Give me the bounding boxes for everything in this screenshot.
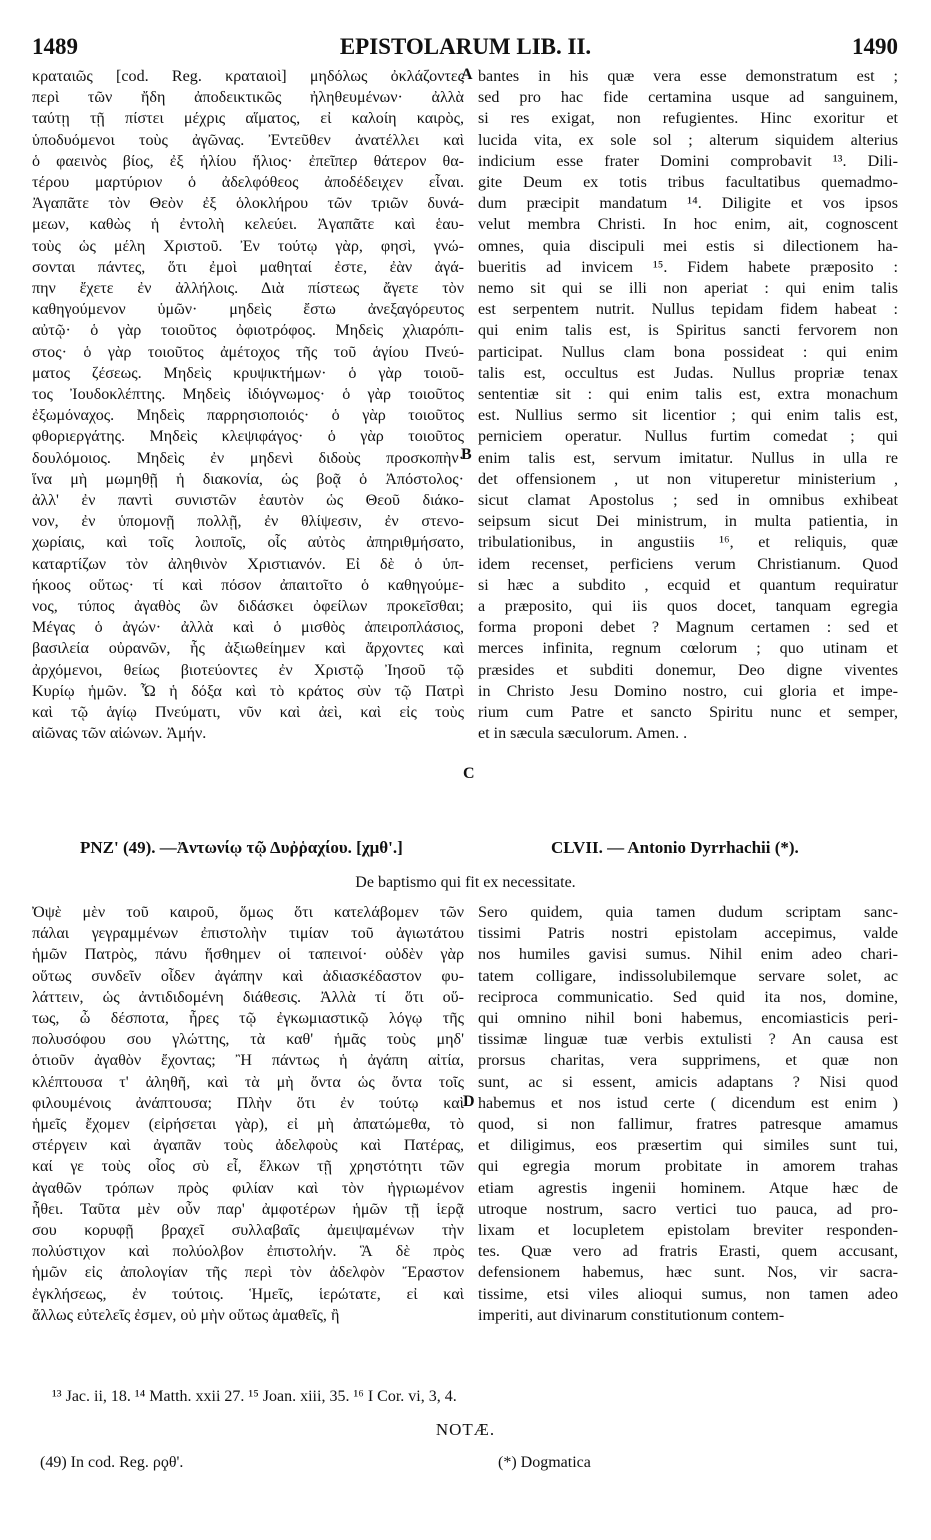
text-line: etiam agrestis ingenii hominem. Atque hæc de xyxy=(478,1179,898,1197)
text-line: tatem colligare, indissolubilemque servare solet, ac xyxy=(478,967,898,985)
text-line: καί γε τοὺς οἷος σὺ εἶ, ἕλκων τῇ χρηστότητι τῶν xyxy=(32,1158,464,1176)
text-line: πην ἔχετε ἐν ἀλλήλοις. Διὰ πίστεως ἄγετε τὸν xyxy=(32,280,464,298)
text-line: κλέπτουσα τ' ἀληθῆ, καὶ τὰ μὴ ὄντα ὡς ὄντα τοῖς xyxy=(32,1073,464,1091)
text-line: κραταιῶς [cod. Reg. κραταιοὶ] μηδόλως ὀκλάζοντες xyxy=(32,68,464,85)
text-line: tribulationibus, in angustiis ¹⁶, et reliquis, quæ xyxy=(478,534,898,552)
text-line: νος, τύπος ἀγαθὸς ὢν διδάσκει ὀφείλων προκεῖσθαι; xyxy=(32,598,464,616)
text-line: καταρτίζων τὸν ἀληθινὸν Χριστιανόν. Εἰ δὲ ὁ ὑπ- xyxy=(32,555,464,573)
text-line: qui enim talis est, is Spiritus sancti fervorem non xyxy=(478,322,898,340)
text-line: φιλουμένοις ἀνάπτουσα; Πλὴν ὅτι ἐν τούτῳ καὶ xyxy=(32,1094,464,1112)
text-line: ἵνα μὴ μωμηθῇ ἡ διακονία, ὡς βοᾷ ὁ Ἀπόστολος· xyxy=(32,470,464,488)
margin-letter-b: B xyxy=(461,446,472,463)
text-line: imperiti, aut divinarum constitutionum contem- xyxy=(478,1306,785,1324)
latin-column-top xyxy=(478,66,898,745)
text-line: στος· ὁ γὰρ τοιοῦτος ἀμέτοχος τῆς τοῦ ἁγίου Πνεύ- xyxy=(32,343,464,361)
text-line: tissime, etsi viles alioqui sumus, non tamen adeo xyxy=(478,1285,898,1303)
text-line: ὑποδυόμενοι τοὺς ἀγῶνας. Ἐντεῦθεν ἀνατέλλει καὶ xyxy=(32,131,464,149)
text-line: πάλαι γεγραμμένων ἐπιστολὴν τιμίαν τοῦ ἀγιωτάτου xyxy=(32,925,464,943)
text-line: perniciem operatur. Nullus furtim comedat ; qui xyxy=(478,428,898,446)
text-line: bantes in his quæ vera esse demonstratum est ; xyxy=(478,68,898,85)
text-line: ἀγαθῶν τρόπων πρὸς φιλίαν καὶ τὸν ἠγριωμένον xyxy=(32,1179,464,1197)
text-line: ἄλλως εὐτελεῖς ἐσμεν, οὐ μὴν οὕτως ἀμαθεῖς, ἢ xyxy=(32,1306,340,1324)
greek-column-bottom xyxy=(32,902,464,1326)
text-line: rium cum Patre et sancto Spiritu nunc et semper, xyxy=(478,704,898,722)
text-line: est serpentem nutrit. Nullus tepidam fidem habeat : xyxy=(478,301,898,319)
text-line: enim talis est, servum imitatur. Nullus in ulla re xyxy=(478,449,898,467)
text-line: habemus et nos istud certe ( dicendum est enim ) xyxy=(478,1094,898,1112)
text-line: ἦθει. Ταῦτα μὲν οὖν παρ' ἀμφοτέρων ἡμῶν τῇ ἱερᾷ xyxy=(32,1200,464,1218)
text-line: δουλόμοιος. Μηδεὶς ἐν μηδενὶ διδοὺς προσκοπὴν· xyxy=(32,449,464,467)
text-line: πολύστιχον καὶ πολύολβον ἐπιστολήν. Ἃ δὲ πρὸς xyxy=(32,1243,464,1261)
text-line: et in sæcula sæculorum. Amen. . xyxy=(478,725,688,743)
text-line: tissimæ linguæ tuæ verbis extulisti ? An causa est xyxy=(478,1031,898,1049)
text-line: utroque nostrum, sacro vertici tuo pauca, ad pro- xyxy=(478,1200,898,1218)
text-line: Κυρίῳ ἡμῶν. Ὧ ἡ δόξα καὶ τὸ κράτος σὺν τῷ Πατρὶ xyxy=(32,682,464,700)
text-line: seipsum sicut Dei ministrum, in multa patientia, in xyxy=(478,513,898,531)
text-line: nemo sit qui se illi non aperiat : qui enim talis xyxy=(478,280,898,298)
text-line: Ὀψὲ μὲν τοῦ καιροῦ, ὅμως ὅτι κατελάβομεν τῶν xyxy=(32,904,464,921)
text-line: πολυσόφου σου γλώττης, τὰ καθ' ἡμᾶς τοὺς μηδ' xyxy=(32,1031,464,1049)
text-line: et diligimus, eos præsertim qui similes sunt tui, xyxy=(478,1137,898,1155)
text-line: λάττειν, ὡς ἀντιδιδομένη διάθεσις. Ἀλλὰ τί ὅτι οὕ- xyxy=(32,988,464,1006)
greek-column-top xyxy=(32,66,464,745)
text-line: merces infinita, regnum cœlorum ; quo utinam et xyxy=(478,640,898,658)
running-header xyxy=(0,34,931,64)
text-line: Μέγας ὁ ἀγών· ἀλλὰ καὶ ὁ μισθὸς ἀπειροπλάσιος, xyxy=(32,619,464,637)
text-line: qui egregia morum probitate in amorem trahas xyxy=(478,1158,898,1176)
text-line: ήκοος οὕτως· τί καὶ πόσον ἀπαιτοῖτο ὁ καθηγούμε- xyxy=(32,576,464,594)
text-line: ἀλλ' ἐν παντὶ συνιστῶν ἑαυτὸν ὡς Θεοῦ διάκο- xyxy=(32,492,464,510)
footnote-left: (49) In cod. Reg. ρϙθ'. xyxy=(40,1454,184,1471)
text-line: ὁτιοῦν ἀγαθὸν ἔχοντας; Ἢ πάντως ἡ ἀγάπη αἰτία, xyxy=(32,1052,464,1070)
scripture-references: ¹³ Jac. ii, 18. ¹⁴ Matth. xxii 27. ¹⁵ Joan. xiii, 35. ¹⁶ I Cor. vi, 3, 4. xyxy=(52,1388,457,1405)
text-line: στέργειν καὶ ἀγαπᾶν τοὺς ἀδελφοὺς καὶ Πατέρας, xyxy=(32,1137,464,1155)
running-title: EPISTOLARUM LIB. II. xyxy=(339,34,592,59)
text-line: si hæc a subdito , ecquid et quantum requiratur xyxy=(478,576,898,594)
text-line: Sero quidem, quia tamen dudum scriptam sanc- xyxy=(478,904,898,921)
text-line: det offensionem , ut non vituperetur ministerium , xyxy=(478,470,898,488)
text-line: τοὺς ὡς μέλη Χριστοῦ. Ἐν τούτῳ γὰρ, φησὶ, γνώ- xyxy=(32,237,464,255)
text-line: ἡμεῖς ἔχομεν (εἰρήσεται γὰρ), εἰ μὴ ἀπατώμεθα, τὸ xyxy=(32,1116,464,1134)
text-line: forma proponi debet ? Magnum certamen : sed et xyxy=(478,619,898,637)
text-line: ἐγκλήσεως, ἐν τούτοις. Ἡμεῖς, ἱερώτατε, εἰ καὶ xyxy=(32,1285,464,1303)
margin-letter-a: A xyxy=(461,66,473,83)
text-line: σου κορυφῇ βραχεῖ συλλαβαῖς ἀμειψαμένων τὴν xyxy=(32,1222,464,1240)
text-line: αὐτῷ· ὁ γὰρ τοιοῦτος ὀφιοτρόφος. Μηδεὶς χλιαρόπι- xyxy=(32,322,464,340)
text-line: indicium esse frater Domini comprobavit ¹³. Dili- xyxy=(478,152,898,170)
text-line: οὕτως συνδεῖν οἶδεν ἀγάπην καὶ ἀδιασκέδαστον φυ- xyxy=(32,967,464,985)
text-line: dum præcipit mandatum ¹⁴. Diligite et vos ipsos xyxy=(478,195,898,213)
text-line: Ἀγαπᾶτε τὸν Θεὸν ἐξ ὁλοκλήρου τῶν τριῶν δυνά- xyxy=(32,195,464,213)
text-line: tes. Quæ vero ad fratris Erasti, quem accusant, xyxy=(478,1243,898,1261)
greek-letter-heading: PNZ' (49). —Ἀντωνίῳ τῷ Δυῤῥαχίου. [χμθ'.] xyxy=(80,838,403,857)
text-line: a præposito, qui iis quos docet, tanquam egregia xyxy=(478,598,898,616)
text-line: χωρίαις, καὶ τοῖς λοιποῖς, οἷς αὐτὸς ἀπηριθμήσατο, xyxy=(32,534,464,552)
latin-column-bottom xyxy=(478,902,898,1326)
text-line: præsides et subditi donemur, Deo digne viventes xyxy=(478,661,898,679)
text-line: αἰῶνας τῶν αἰώνων. Ἀμήν. xyxy=(32,725,207,743)
text-line: καὶ τῷ ἁγίῳ Πνεύματι, νῦν καὶ ἀεὶ, καὶ εἰς τοὺς xyxy=(32,704,464,722)
text-line: βασιλεία οὐρανῶν, ἧς ἀξιωθείημεν καὶ ἄρχοντες καὶ xyxy=(32,640,464,658)
text-line: ὁ φαεινὸς βίος, ἐξ ἡλίου ἥλιος· ἐπεῖπερ θάτερον θα- xyxy=(32,152,464,170)
text-line: participat. Nullus clam bona possideat : qui enim xyxy=(478,343,898,361)
text-line: sed pro hac fide certamina usque ad sanguinem, xyxy=(478,89,898,107)
text-line: ματος ζέσεως. Μηδεὶς κρυψικτήμων· ὁ γὰρ τοιοῦ- xyxy=(32,364,464,382)
text-line: omnes, quia discipuli mei estis si dilectionem ha- xyxy=(478,237,898,255)
text-line: ἡμῶν εἰς ἀπολογίαν τῆς περὶ τὸν ἀδελφὸν Ἔραστον xyxy=(32,1264,464,1282)
text-line: reciproca communicatio. Sed quid ita nos, domine, xyxy=(478,988,898,1006)
text-line: περὶ τῶν ἤδη ἀποδεικτικῶς ἠληθευμένων· ἀλλὰ xyxy=(32,89,464,107)
latin-letter-heading: CLVII. — Antonio Dyrrhachii (*). xyxy=(551,838,799,857)
page-number-right: 1490 xyxy=(852,34,898,59)
text-line: σονται πάντες, ὅτι ἐμοὶ μαθηταί ἐστε, ἐὰν ἀγά- xyxy=(32,258,464,276)
text-line: prorsus charitas, vera supprimens, et quæ non xyxy=(478,1052,898,1070)
page-number-left: 1489 xyxy=(32,34,78,59)
text-line: qui omnino nihil boni habemus, encomiasticis peri- xyxy=(478,1010,898,1028)
text-line: est. Nullius sermo sit licentior ; qui enim talis est, xyxy=(478,407,898,425)
text-line: tissimi Patris nostri epistolam accepimus, valde xyxy=(478,925,898,943)
text-line: τος Ἰουδοκλέπτης. Μηδεὶς ἰδιόγνωμος· ὁ γὰρ τοιοῦτος xyxy=(32,386,464,404)
text-line: in Christo Jesu Domino nostro, cui gloria et impe- xyxy=(478,682,898,700)
text-line: sicut clamat Apostolus ; sed in omnibus exhibeat xyxy=(478,492,898,510)
text-line: si res exigat, non refugientes. Hinc exoritur et xyxy=(478,110,898,128)
text-line: τως, ὦ δέσποτα, ἦρες τῷ ἐγκωμιαστικῷ λόγῳ τῆς xyxy=(32,1010,464,1028)
text-line: φθοριεργάτης. Μηδεὶς κλεψιφάγος· ὁ γὰρ τοιοῦτος xyxy=(32,428,464,446)
text-line: quod, si non fallimur, fratres patresque amamus xyxy=(478,1116,898,1134)
text-line: νον, ἐν ὑπομονῇ πολλῇ, ἐν θλίψεσιν, ἐν στενο- xyxy=(32,513,464,531)
text-line: καθηγούμενον ὑμῶν· μηδεὶς ἔστω ἀνεξαγόρευτος xyxy=(32,301,464,319)
text-line: ἀρχόμενοι, θείως βιοτεύοντες ἐν Χριστῷ Ἰησοῦ τῷ xyxy=(32,661,464,679)
text-line: τέρου μαρτύριον ὁ ἀδελφόθεος ἀποδέδειχεν εἶναι. xyxy=(32,174,464,192)
text-line: sententiæ sit : qui enim talis est, extra monachum xyxy=(478,386,898,404)
letter-subtitle: De baptismo qui fit ex necessitate. xyxy=(355,874,576,891)
text-line: lucida vita, ex sole sol ; alterum siquidem alterius xyxy=(478,131,898,149)
text-line: gite Deum ex totis tribus facultatibus quemadmo- xyxy=(478,174,898,192)
text-line: ἡμῶν Πατρὸς, πάνυ ἥσθημεν οἱ ταπεινοί· οὐδὲν γὰρ xyxy=(32,946,464,964)
text-line: velut membra Christi. In hoc enim, ait, cognoscent xyxy=(478,216,898,234)
text-line: idem recenset, perficiens verum Christianum. Quod xyxy=(478,555,898,573)
text-line: ἐξωμόναχος. Μηδεὶς παρρησιοποιός· ὁ γὰρ τοιοῦτος xyxy=(32,407,464,425)
text-line: μεων, καθὼς ἡ ἐντολὴ κελεύει. Ἀγαπᾶτε καὶ ἑαυ- xyxy=(32,216,464,234)
text-line: defensionem habemus, hæc sunt. Nos, vir sacra- xyxy=(478,1264,898,1282)
notae-heading: NOTÆ. xyxy=(435,1420,496,1439)
text-line: bueritis ad invicem ¹⁵. Fidem habete præposito : xyxy=(478,258,898,276)
text-line: sunt, ac si essent, amicis adaptans ? Nisi quod xyxy=(478,1073,898,1091)
margin-letter-d: D xyxy=(463,1093,475,1110)
text-line: talis est, occultus est Judas. Nullus propriæ tenax xyxy=(478,364,898,382)
text-line: lixam et locupletem epistolam breviter responden- xyxy=(478,1222,898,1240)
text-line: ταύτῃ τῇ πίστει μέχρις αἵματος, εἰ καλοίη καιρὸς, xyxy=(32,110,464,128)
text-line: nos humiles gavisi sumus. Nihil enim adeo chari- xyxy=(478,946,898,964)
footnote-right: (*) Dogmatica xyxy=(498,1454,591,1471)
margin-letter-c: C xyxy=(463,765,475,782)
